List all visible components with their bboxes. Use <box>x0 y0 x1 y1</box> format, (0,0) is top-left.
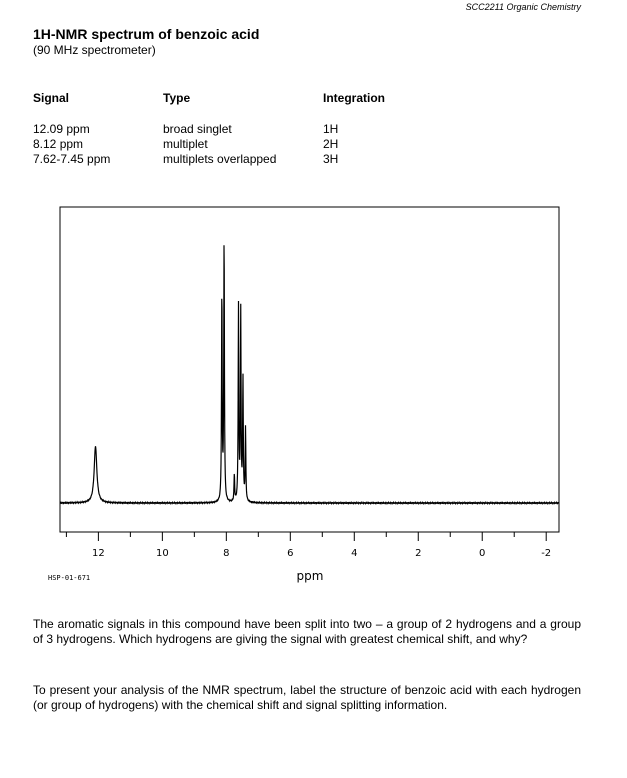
x-axis-ticks <box>66 532 546 541</box>
page-title: 1H-NMR spectrum of benzoic acid <box>33 26 260 42</box>
x-tick-label: 12 <box>92 548 105 559</box>
x-tick-label: 2 <box>415 548 422 559</box>
task-paragraph: To present your analysis of the NMR spectrum, label the structure of benzoic acid with each hydrogen (or group of hydrogens) with the chemical shift and signal splitting information. <box>33 683 581 712</box>
plot-frame <box>60 207 559 532</box>
row-2-signal: 8.12 ppm <box>33 137 84 151</box>
row-2-type: multiplet <box>163 137 208 151</box>
page-subtitle: (90 MHz spectrometer) <box>33 43 156 57</box>
row-3-integration: 3H <box>323 152 339 166</box>
header-type: Type <box>163 91 191 105</box>
spectrum-code-label: HSP-01-671 <box>48 574 91 582</box>
x-tick-label: 8 <box>223 548 230 559</box>
course-header: SCC2211 Organic Chemistry <box>465 2 581 12</box>
x-tick-label: 6 <box>287 548 294 559</box>
row-1-type: broad singlet <box>163 122 232 136</box>
question-paragraph: The aromatic signals in this compound have been split into two – a group of 2 hydrogens and a group of 3 hydrogens. Which hydrogens are giving the signal with greatest chemical shift, and why? <box>33 617 581 646</box>
row-3-signal: 7.62-7.45 ppm <box>33 152 111 166</box>
row-1-signal: 12.09 ppm <box>33 122 90 136</box>
x-tick-label: 10 <box>155 548 169 559</box>
header-signal: Signal <box>33 91 70 105</box>
x-axis-label: ppm <box>296 569 324 583</box>
row-3-type: multiplets overlapped <box>163 152 277 166</box>
spectrum-trace <box>60 245 559 503</box>
row-1-integration: 1H <box>323 122 339 136</box>
header-integration: Integration <box>323 91 385 105</box>
row-2-integration: 2H <box>323 137 339 151</box>
x-tick-label: 4 <box>351 548 358 559</box>
x-tick-label: 0 <box>479 548 486 559</box>
x-axis-tick-labels <box>92 548 551 559</box>
x-tick-label: -2 <box>541 548 552 559</box>
